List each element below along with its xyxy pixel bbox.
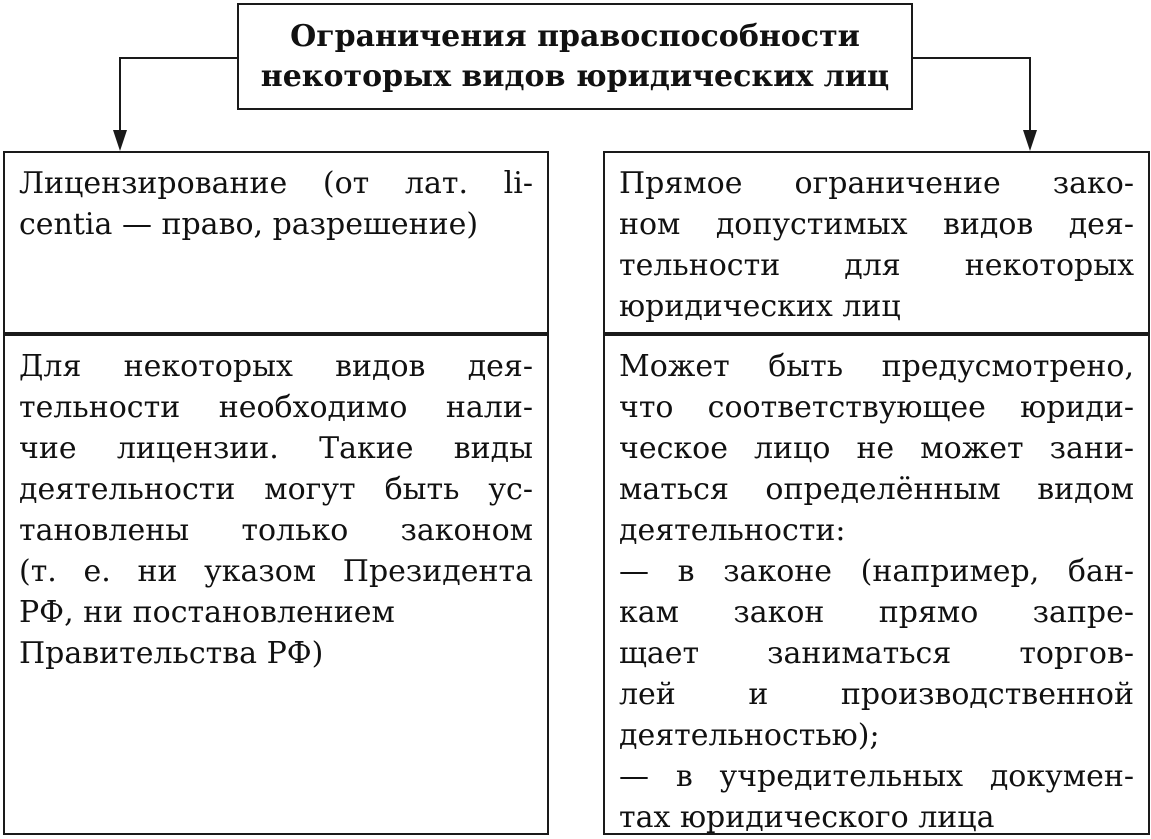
licensing-header-line: centia — право, разрешение): [19, 207, 479, 242]
licensing-body-line: (т. е. ни указом Президента: [19, 554, 533, 589]
direct-restriction-header-line: Прямое ограничение зако-: [619, 166, 1134, 201]
right-connector-line: [913, 58, 1030, 132]
licensing-body-cell: [3, 334, 549, 835]
direct-restriction-header-line: юридических лиц: [619, 289, 901, 324]
direct-restriction-body-line: Может быть предусмотрено,: [619, 349, 1134, 384]
left-arrowhead: [113, 130, 127, 151]
direct-restriction-body-line: лей и производственной: [619, 677, 1134, 712]
direct-restriction-body-line: — в законе (например, бан-: [619, 554, 1134, 589]
licensing-body-line: деятельности могут быть ус-: [19, 472, 533, 507]
direct-restriction-body-line: кам закон прямо запре-: [619, 595, 1134, 630]
licensing-body-line: чие лицензии. Такие виды: [19, 431, 533, 466]
licensing-body-line: Правительства РФ): [19, 636, 324, 671]
licensing-header-cell: [3, 151, 549, 334]
licensing-body-line: Для некоторых видов дея-: [19, 349, 533, 384]
direct-restriction-body-line: тах юридического лица: [619, 800, 995, 835]
licensing-header-line: Лицензирование (от лат. li-: [19, 166, 533, 201]
direct-restriction-header-line: ном допустимых видов дея-: [619, 207, 1134, 242]
direct-restriction-body-line: — в учредительных докумен-: [619, 759, 1134, 794]
diagram-title-line-1: Ограничения правоспособности: [290, 18, 860, 54]
direct-restriction-body-line: маться определённым видом: [619, 472, 1134, 507]
licensing-body-line: тельности необходимо нали-: [19, 390, 533, 425]
licensing-body-line: РФ, ни постановлением: [19, 595, 395, 630]
direct-restriction-header-line: тельности для некоторых: [619, 248, 1134, 283]
direct-restriction-body-line: деятельности:: [619, 513, 846, 548]
licensing-body-line: тановлены только законом: [19, 513, 533, 548]
diagram-title-line-2: некоторых видов юридических лиц: [260, 58, 890, 94]
direct-restriction-body-line: ческое лицо не может зани-: [619, 431, 1134, 466]
direct-restriction-body-line: щает заниматься торгов-: [619, 636, 1134, 671]
direct-restriction-body-line: деятельностью);: [619, 718, 880, 753]
diagram-title-box: [237, 3, 913, 110]
direct-restriction-body-line: что соответствующее юриди-: [619, 390, 1134, 425]
right-arrowhead: [1023, 130, 1037, 151]
left-connector-line: [120, 58, 237, 132]
direct-restriction-header-cell: [603, 151, 1150, 334]
direct-restriction-body-cell: [603, 334, 1150, 835]
